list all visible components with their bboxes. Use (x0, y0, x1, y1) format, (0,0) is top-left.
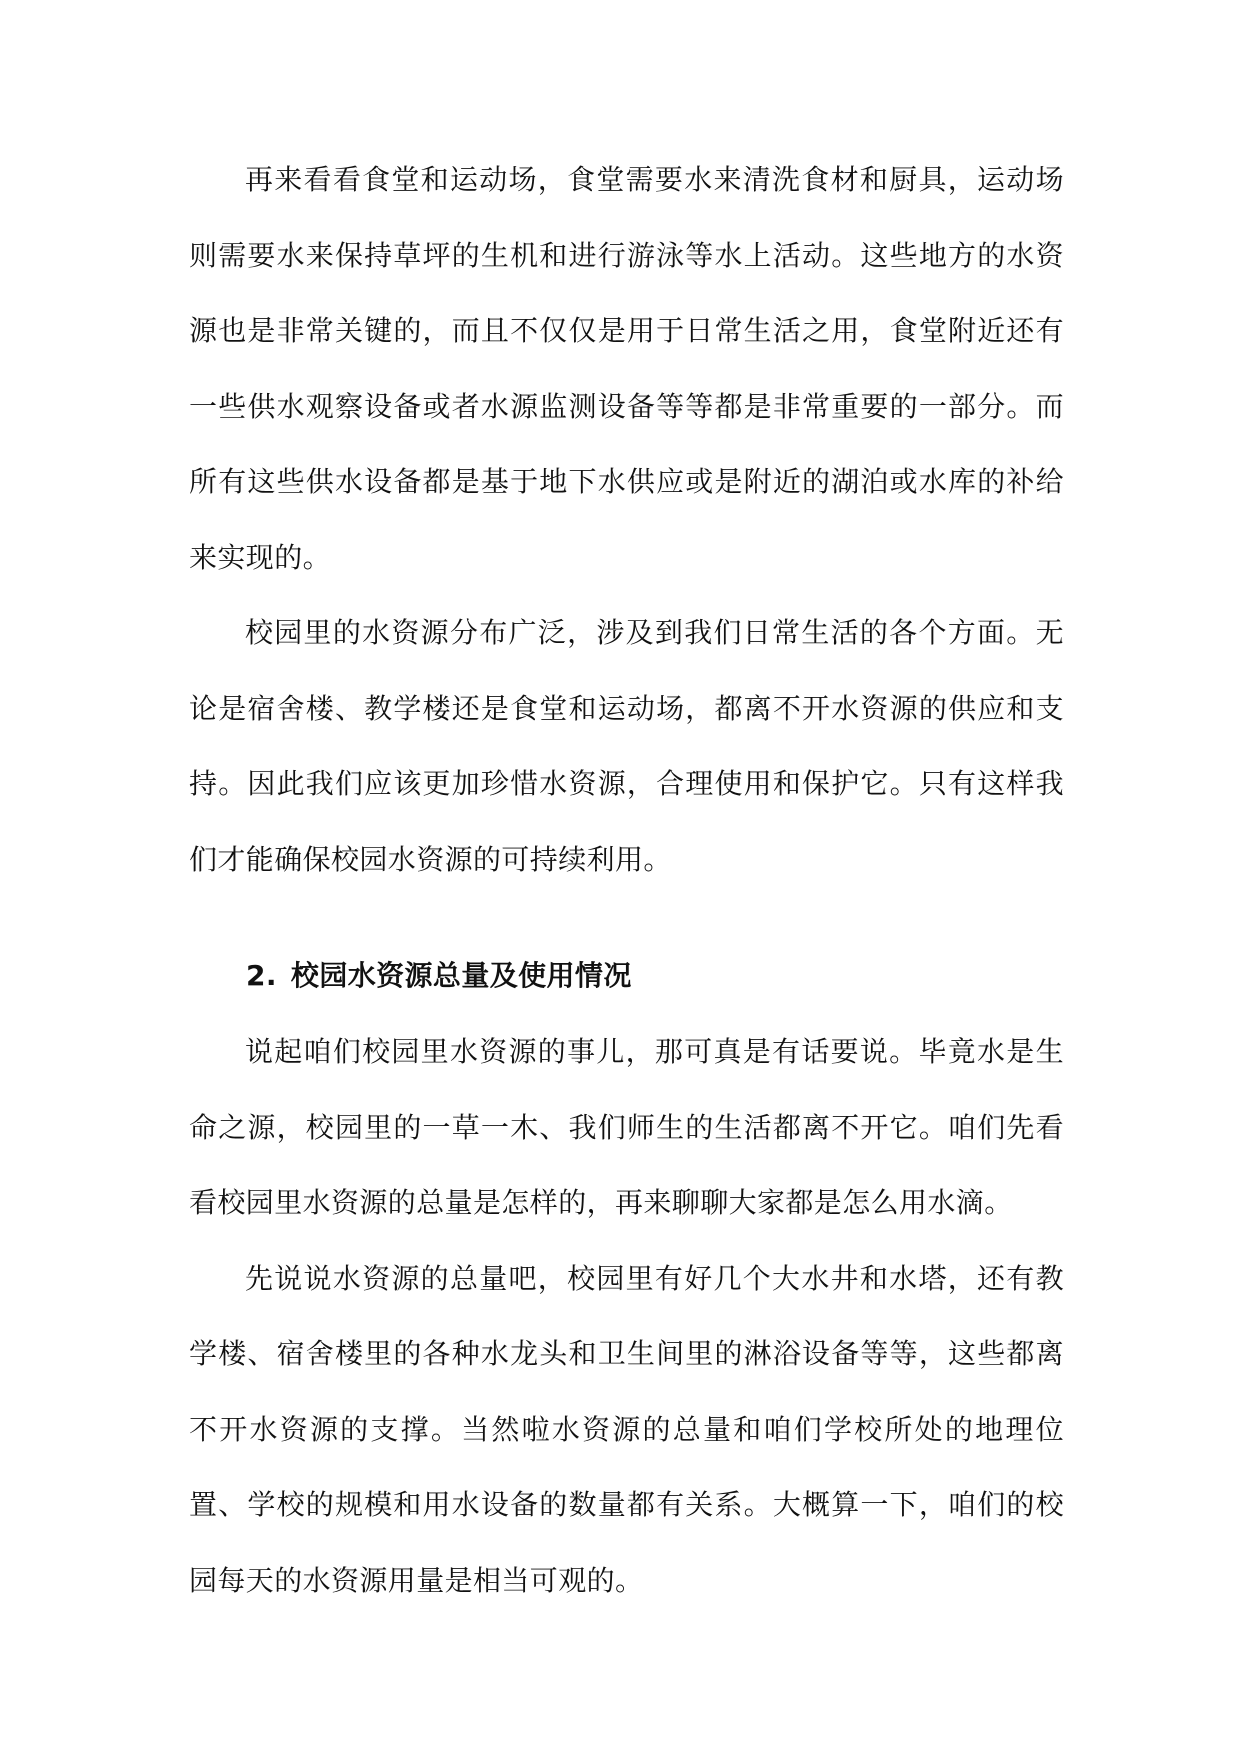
section-title: 校园水资源总量及使用情况 (290, 959, 632, 992)
paragraph-distribution-summary: 校园里的水资源分布广泛，涉及到我们日常生活的各个方面。无论是宿舍楼、教学楼还是食堂和运动场，都离不开水资源的供应和支持。因此我们应该更加珍惜水资源，合理使用和保护它。只有这样我们才能确保校园水资源的可持续利用。 (189, 616, 1064, 876)
paragraph-intro-water: 说起咱们校园里水资源的事儿，那可真是有话要说。毕竟水是生命之源，校园里的一草一木、我们师生的生活都离不开它。咱们先看看校园里水资源的总量是怎样的，再来聊聊大家都是怎么用水滴。 (189, 1035, 1064, 1219)
section-number: 2. (246, 959, 277, 992)
section-heading (189, 938, 1064, 1014)
paragraph-total-water: 先说说水资源的总量吧，校园里有好几个大水井和水塔，还有教学楼、宿舍楼里的各种水龙头和卫生间里的淋浴设备等等，这些都离不开水资源的支撑。当然啦水资源的总量和咱们学校所处的地理位置、学校的规模和用水设备的数量都有关系。大概算一下，咱们的校园每天的水资源用量是相当可观的。 (189, 1261, 1064, 1597)
document-body (189, 142, 1064, 1618)
paragraph-canteen-sports: 再来看看食堂和运动场，食堂需要水来清洗食材和厨具，运动场则需要水来保持草坪的生机和进行游泳等水上活动。这些地方的水资源也是非常关键的，而且不仅仅是用于日常生活之用，食堂附近还有一些供水观察设备或者水源监测设备等等都是非常重要的一部分。而所有这些供水设备都是基于地下水供应或是附近的湖泊或水库的补给来实现的。 (189, 163, 1064, 574)
